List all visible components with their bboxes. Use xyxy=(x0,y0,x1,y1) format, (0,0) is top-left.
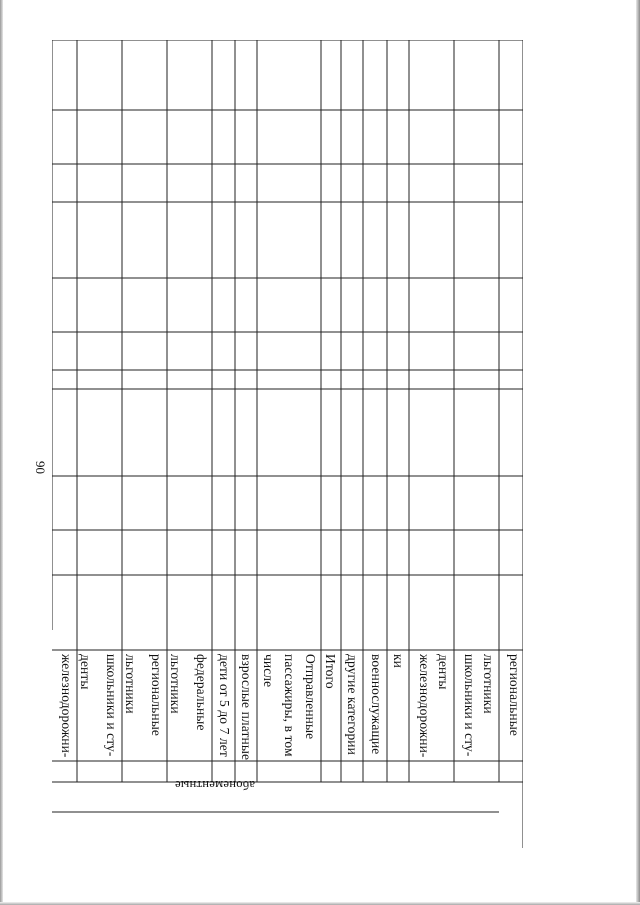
row-label: числе xyxy=(261,654,276,688)
row-label: льготники xyxy=(481,654,496,714)
row-label: денты xyxy=(78,654,93,690)
row-label: школьники и сту- xyxy=(104,654,119,757)
row-label: ки xyxy=(391,654,406,668)
row-label: железнодорожни- xyxy=(417,654,432,758)
row-label: военнослужащие xyxy=(369,654,384,755)
row-label: Итого xyxy=(323,654,338,689)
row-label: региональные xyxy=(149,654,164,736)
row-label: пассажиры, в том xyxy=(282,654,297,757)
row-label: взрослые платные xyxy=(239,654,254,761)
row-label: Отправленные xyxy=(303,654,318,740)
page-number: 90 xyxy=(33,461,48,474)
row-label: железнодорожни- xyxy=(59,654,74,758)
row-label: школьники и сту- xyxy=(462,654,477,757)
row-label: дети от 5 до 7 лет xyxy=(217,654,232,757)
scan-edge-right xyxy=(636,0,640,905)
row-label: другие категории xyxy=(345,654,360,755)
row-label: региональные xyxy=(507,654,522,736)
group-label: абонементные xyxy=(174,778,255,792)
rotated-table xyxy=(52,40,523,848)
row-label: федеральные xyxy=(194,654,209,731)
row-label: льготники xyxy=(168,654,183,714)
row-label: льготники xyxy=(123,654,138,714)
scan-edge-left xyxy=(0,0,3,905)
row-label: денты xyxy=(436,654,451,690)
